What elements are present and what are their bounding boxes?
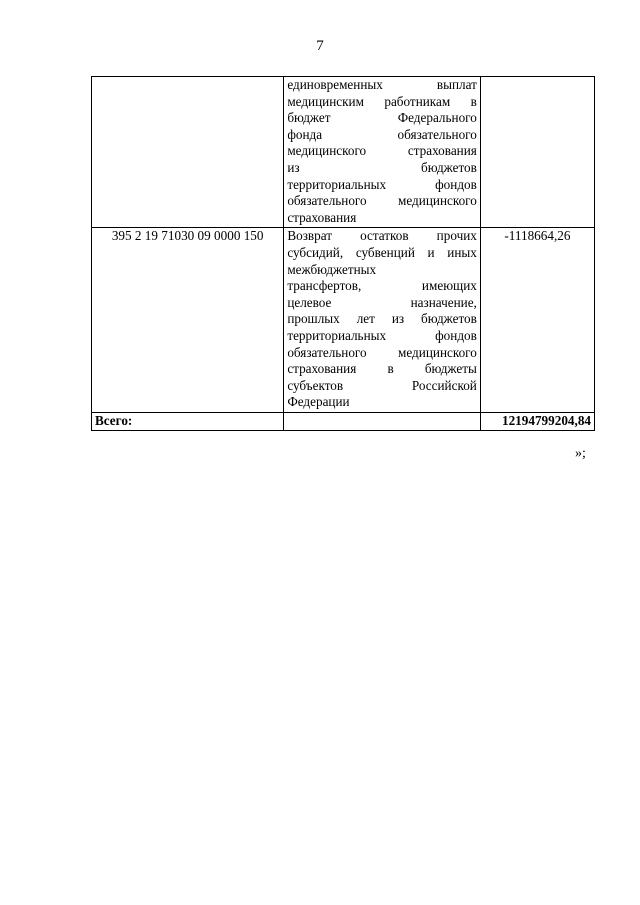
budget-classification-code-cell: 395 2 19 71030 09 0000 150 [92, 228, 284, 413]
table-row [92, 77, 595, 228]
table-row [92, 228, 595, 413]
revenue-name-line: Возврат остатков прочих [287, 228, 477, 244]
revenue-name-line: медицинским работникам в [287, 93, 477, 109]
revenue-name-line: обязательного медицинского [287, 344, 477, 360]
amount-cell: -1118664,26 [480, 228, 594, 413]
revenue-name-cell [284, 228, 481, 413]
revenue-name-line: из бюджетов [287, 159, 477, 175]
budget-classification-code-cell [92, 77, 284, 228]
revenue-name-line: Федерации [287, 394, 350, 410]
total-amount: 12194799204,84 [480, 412, 594, 431]
page-number: 7 [316, 38, 324, 54]
total-row [92, 412, 595, 431]
revenue-name-line: страхования [287, 209, 357, 225]
revenue-name-line: территориальных фондов [287, 176, 477, 192]
revenue-name-line: субъектов Российской [287, 377, 477, 393]
revenue-name-line: фонда обязательного [287, 126, 477, 142]
revenue-name-line: прошлых лет из бюджетов [287, 311, 477, 327]
revenue-name-line: целевое назначение, [287, 294, 477, 310]
revenue-name-cell [284, 77, 481, 228]
revenue-name-line: бюджет Федерального [287, 110, 477, 126]
revenue-name-line: трансфертов, имеющих [287, 278, 477, 294]
revenue-name-line: территориальных фондов [287, 327, 477, 343]
budget-revenue-table [91, 76, 595, 431]
total-name-cell [284, 412, 481, 431]
revenue-name-line: страхования в бюджеты [287, 361, 477, 377]
amount-cell [480, 77, 594, 228]
revenue-name-line: субсидий, субвенций и иных [287, 244, 477, 260]
revenue-name-line: медицинского страхования [287, 143, 477, 159]
revenue-name-line: обязательного медицинского [287, 193, 477, 209]
revenue-name-line: межбюджетных [287, 261, 377, 277]
total-label: Всего: [92, 412, 284, 431]
closing-quote-mark: »; [575, 446, 586, 461]
revenue-name-line: единовременных выплат [287, 77, 477, 92]
